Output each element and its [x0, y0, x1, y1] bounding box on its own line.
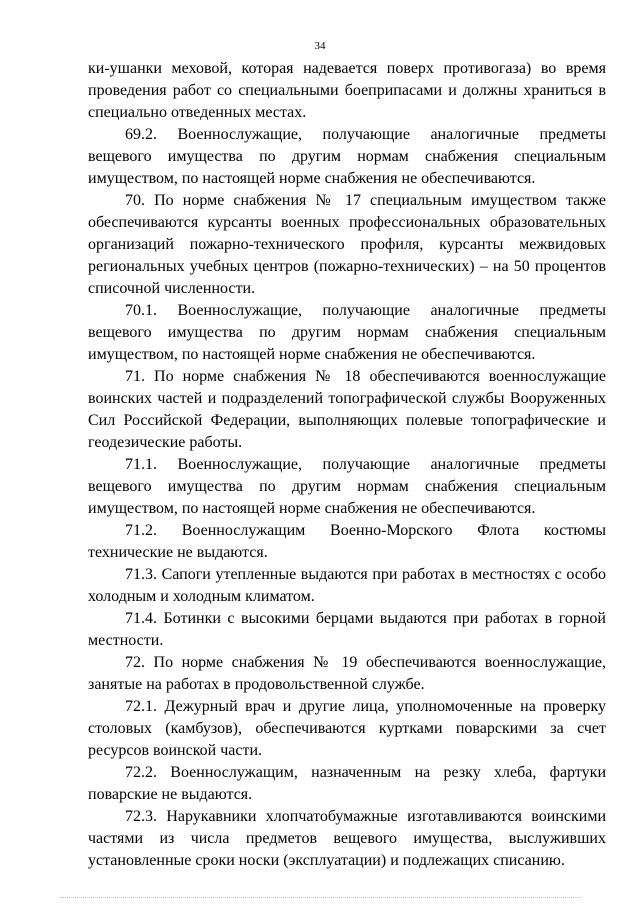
paragraph-69-2: 69.2. Военнослужащие, получающие аналогичные предметы вещевого имущества по другим нормам снабжения специальным имуществом, по настоящей норме снабжения не обеспечиваются.	[88, 126, 606, 187]
paragraph-71: 71. По норме снабжения № 18 обеспечиваются военнослужащие воинских частей и подразделений топографической службы Вооруженных Сил Российской Федерации, выполняющих полевые топографические и геодезические работы.	[88, 368, 606, 451]
paragraph-71-4: 71.4. Ботинки с высокими берцами выдаются при работах в горной местности.	[88, 610, 606, 649]
paragraph-71-2: 71.2. Военнослужащим Военно-Морского Флота костюмы технические не выдаются.	[88, 522, 606, 561]
paragraph-70: 70. По норме снабжения № 17 специальным имуществом также обеспечиваются курсанты военных профессиональных образовательных организаций пожарно-технического профиля, курсанты межвидовых региональных учебных центров (пожарно-технических) – на 50 процентов списочной численности.	[88, 192, 606, 297]
paragraph-72: 72. По норме снабжения № 19 обеспечиваются военнослужащие, занятые на работах в продовольственной службе.	[88, 654, 606, 693]
page-number: 34	[314, 40, 326, 52]
paragraph-70-1: 70.1. Военнослужащие, получающие аналогичные предметы вещевого имущества по другим нормам снабжения специальным имуществом, по настоящей норме снабжения не обеспечиваются.	[88, 302, 606, 363]
paragraph-72-2: 72.2. Военнослужащим, назначенным на резку хлеба, фартуки поварские не выдаются.	[88, 764, 606, 803]
scan-edge-divider	[60, 897, 580, 899]
paragraph-72-1: 72.1. Дежурный врач и другие лица, уполномоченные на проверку столовых (камбузов), обеспечиваются куртками поварскими за счет ресурсов воинской части.	[88, 698, 606, 759]
paragraph-71-3: 71.3. Сапоги утепленные выдаются при работах в местностях с особо холодным и холодным климатом.	[88, 566, 606, 605]
document-body	[88, 58, 606, 872]
paragraph-continuation: ки-ушанки меховой, которая надевается поверх противогаза) во время проведения работ со специальными боеприпасами и должны храниться в специально отведенных местах.	[88, 60, 606, 121]
paragraph-71-1: 71.1. Военнослужащие, получающие аналогичные предметы вещевого имущества по другим нормам снабжения специальным имуществом, по настоящей норме снабжения не обеспечиваются.	[88, 456, 606, 517]
paragraph-72-3: 72.3. Нарукавники хлопчатобумажные изготавливаются воинскими частями из числа предметов вещевого имущества, выслуживших установленные сроки носки (эксплуатации) и подлежащих списанию.	[88, 808, 606, 869]
